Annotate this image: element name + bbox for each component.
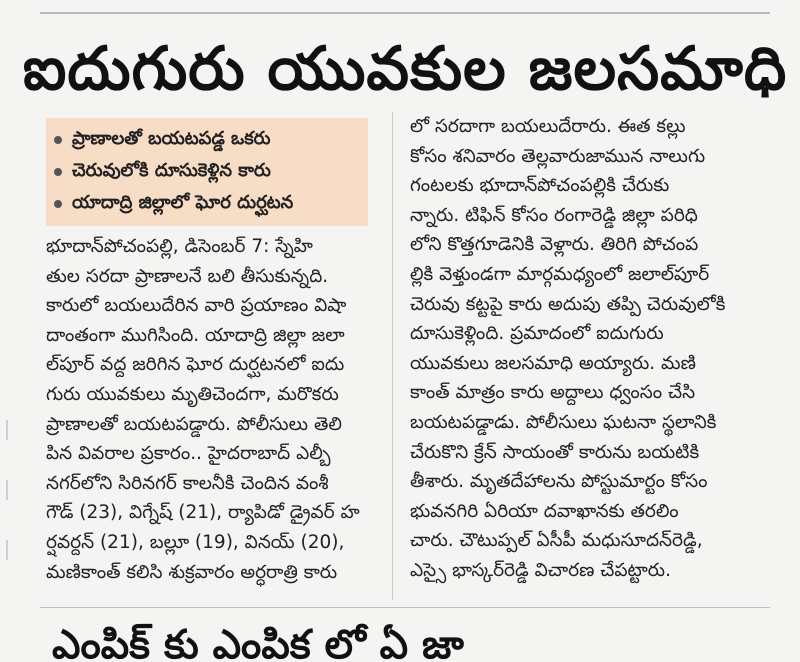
- bottom-rule: [40, 607, 770, 608]
- bullet-icon: [54, 136, 62, 144]
- text-line: ఎస్సై భాస్కర్‌రెడ్డి విచారణ చేపట్టారు.: [410, 559, 671, 581]
- text-line: న్నారు. టిఫిన్ కోసం రంగారెడ్డి జిల్లా పరిధి: [410, 204, 698, 226]
- margin-marks: [6, 420, 12, 600]
- text-line: బయటపడ్డాడు. పోలీసులు ఘటనా స్థలానికి: [410, 411, 717, 433]
- text-line: దాంతంగా ముగిసింది. యాదాద్రి జిల్లా జలా: [46, 324, 345, 346]
- highlight-item: [54, 188, 360, 220]
- article-column-left: [46, 232, 381, 587]
- text-line: నగర్‌లోని సిరినగర్ కాలనీకి చెందిన వంశీ: [46, 472, 329, 494]
- text-line: ల్లికి వెళ్తుండగా మార్గమధ్యంలో జలాల్‌పూర్: [410, 263, 710, 285]
- text-line: చారు. చౌటుప్పల్ ఏసీపీ మధుసూదన్‌రెడ్డి,: [410, 530, 703, 552]
- article-column-right: [410, 112, 745, 586]
- highlight-text: చెరువులోకి దూసుకెళ్లిన కారు: [72, 159, 271, 181]
- next-article-headline: ఎంపిక్ కు ఎంపిక లో ఏ జా: [52, 622, 464, 662]
- text-line: ల్‌పూర్ వద్ద జరిగిన ఘోర దుర్ఘటనలో ఐదు: [46, 354, 345, 376]
- highlight-text: యాదాద్రి జిల్లాలో ఘోర దుర్ఘటన: [72, 191, 294, 213]
- text-line: కోసం శనివారం తెల్లవారుజామున నాలుగు: [410, 145, 706, 167]
- column-divider: [392, 112, 393, 600]
- highlight-text: ప్రాణాలతో బయటపడ్డ ఒకరు: [72, 127, 271, 149]
- text-line: మణికాంత్ కలిసి శుక్రవారం అర్ధరాత్రి కారు: [46, 561, 338, 583]
- article-headline: ఐదుగురు యువకుల జలసమాధి: [22, 34, 788, 104]
- text-line: గంటలకు భూదాన్‌పోచంపల్లికి చేరుకు: [410, 175, 670, 197]
- text-line: లోని కొత్తగూడెనికి వెళ్లారు. తిరిగి పోచంప: [410, 234, 699, 256]
- text-line: ర్షవర్దన్ (21), బల్లూ (19), వినయ్ (20),: [46, 531, 345, 553]
- text-line: భూదాన్‌పోచంపల్లి, డిసెంబర్ 7: స్నేహి: [46, 236, 313, 257]
- top-rule: [40, 12, 770, 20]
- text-line: గౌడ్ (23), విగ్నేష్ (21), ర్యాపిడో డ్రైవర్ హ: [46, 502, 360, 524]
- text-line: లో సరదాగా బయలుదేరారు. ఈత కల్లు: [410, 116, 686, 137]
- text-line: తుల సరదా ప్రాణాలనే బలి తీసుకున్నది.: [46, 265, 329, 287]
- text-line: కారులో బయలుదేరిన వారి ప్రయాణం విషా: [46, 295, 347, 317]
- text-line: గురు యువకులు మృతిచెందగా, మరొకరు: [46, 383, 339, 405]
- bullet-icon: [54, 168, 62, 176]
- text-line: చేరుకొని క్రేన్ సాయంతో కారును బయటికి: [410, 441, 700, 463]
- text-line: పిన వివరాల ప్రకారం.. హైదరాబాద్ ఎల్బీ: [46, 443, 331, 465]
- bullet-icon: [54, 200, 62, 208]
- text-line: ప్రాణాలతో బయటపడ్డారు. పోలీసులు తెలి: [46, 413, 342, 435]
- text-line: భువనగిరి ఏరియా దవాఖానకు తరలిం: [410, 500, 679, 522]
- highlights-box: [46, 118, 368, 226]
- text-line: దూసుకెళ్లింది. ప్రమాదంలో ఐదుగురు: [410, 323, 664, 345]
- text-line: యువకులు జలసమాధి అయ్యారు. మణి: [410, 352, 696, 374]
- highlight-item: [54, 156, 360, 188]
- text-line: తీశారు. మృతదేహాలను పోస్టుమార్టం కోసం: [410, 471, 708, 493]
- highlight-item: [54, 124, 360, 156]
- text-line: చెరువు కట్టపై కారు అదుపు తప్పి చెరువులోకి: [410, 293, 726, 315]
- text-line: కాంత్ మాత్రం కారు అద్దాలు ధ్వంసం చేసి: [410, 382, 696, 404]
